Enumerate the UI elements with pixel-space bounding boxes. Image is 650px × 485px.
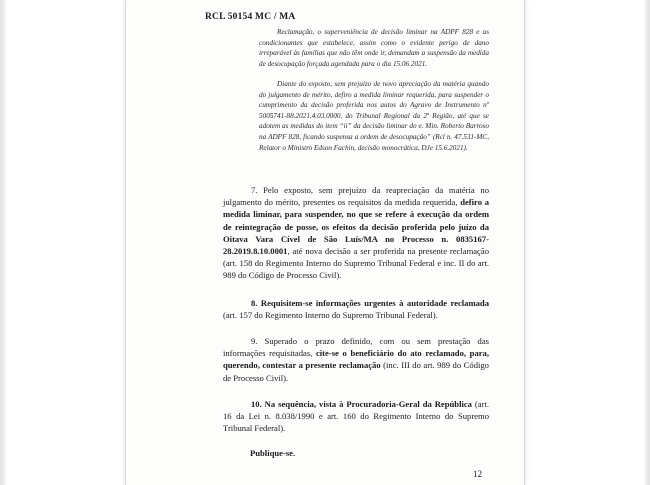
paragraph-9-start: 9. Superado o prazo definido, com ou sem prestação das informações requisitadas, <box>223 336 489 359</box>
paragraph-9-end: (inc. III do art. 989 do Código de Processo Civil). <box>223 360 489 383</box>
viewer-left-edge <box>0 0 6 485</box>
paragraph-8-end: (art. 157 do Regimento Interno do Supremo Tribunal Federal). <box>223 310 438 321</box>
closing-publique-se: Publique-se. <box>250 448 296 458</box>
document-header: RCL 50154 MC / MA <box>205 12 296 22</box>
paragraph-8 <box>223 297 489 321</box>
paragraph-10-end: (art. 16 da Lei n. 8.038/1990 e art. 160 do Regimento Interno do Supremo Tribunal Federal). <box>223 399 489 434</box>
paragraph-9 <box>223 335 489 384</box>
paragraph-8-bold: 8. Requisitem-se informações urgentes à autoridade reclamada <box>251 298 489 308</box>
paragraph-10-bold: 10. Na sequência, vista à Procuradoria-Geral da República <box>251 399 472 409</box>
paragraph-7 <box>223 184 489 282</box>
viewer-right-edge <box>644 0 650 485</box>
quoted-paragraph-2: Diante do exposto, sem prejuízo de novo apreciação da matéria quando do julgamento de mérito, defiro a medida liminar requerida, para suspender o cumprimento da decisão proferida nos autos do Agravo de Instrumento nº 5005741-88.2021.4.03.0000, do Tribunal Regional da 2ª Região, até que se adotem as medidas do item “ii” da decisão liminar do e. Min. Roberto Barroso na ADPF 828, ficando suspensa a ordem de desocupação” (Rcl n. 47.531-MC, Relator o Ministro Edson Fachin, decisão monocrática, DJe 15.6.2021). <box>259 80 489 152</box>
paragraph-7-start: 7. Pelo exposto, sem prejuízo da reapreciação da matéria no julgamento do mérito, presentes os requisitos da medida requerida, <box>223 185 489 208</box>
paragraph-7-decision: defiro a medida liminar, para suspender, no que se refere à execução da ordem de reintegração de posse, os efeitos da decisão proferida pelo juízo da Oitava Vara Cível de São Luís/MA no Processo n. 0835167-28.2019.8.10.0001 <box>223 197 489 257</box>
paragraph-10 <box>223 398 489 435</box>
quoted-paragraph-1: Reclamação, o superveniência de decisão liminar na ADPF 828 e as condicionantes que estabelece, assim como o evidente perigo de dano irreparável às famílias que não têm onde ir, demandam a suspensão da medida de desocupação forçada agendada para o dia 15.06.2021. <box>259 28 489 68</box>
page-number: 12 <box>473 469 482 479</box>
paragraph-9-bold: cite-se o beneficiário do ato reclamado, para, querendo, contestar a presente reclamação <box>223 348 489 371</box>
document-page <box>126 0 524 485</box>
paragraph-7-end: , até nova decisão a ser proferida na presente reclamação (art. 158 do Regimento Interno do Supremo Tribunal Federal e inc. II do art. 989 do Código de Processo Civil). <box>223 246 489 281</box>
